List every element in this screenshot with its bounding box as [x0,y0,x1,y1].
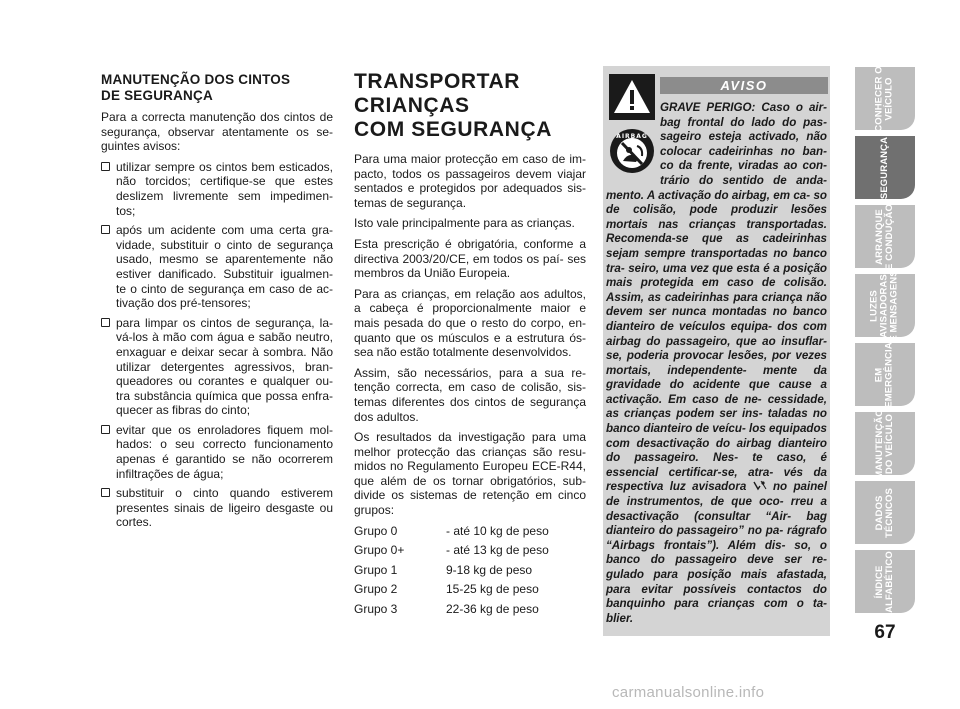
tab-em-emergencia[interactable]: EM EMERGÊNCIA [855,343,915,406]
group-weight: - até 10 kg de peso [446,523,549,538]
checkbox-bullet-icon [101,318,110,327]
section-heading: MANUTENÇÃO DOS CINTOS DE SEGURANÇA [101,72,291,103]
intro-paragraph: Para a correcta manutenção dos cintos de segurança, observar atentamente os se- guintes avisos: [101,110,333,154]
tab-conhecer-veiculo[interactable]: CONHECER O VEÍCULO [855,67,915,130]
group-row [354,524,586,539]
group-row [354,563,586,578]
tab-arranque-conducao[interactable]: ARRANQUE E CONDUÇÃO [855,205,915,268]
paragraph: Isto vale principalmente para as crianças. [354,216,575,231]
warning-text: GRAVE PERIGO: Caso o air- bag frontal do lado do pas- sageiro esteja activado, não colocar cadeirinhas no ban- co da frente, viradas ao con- trário do sentido de anda- mento. A activação do airbag, em ca- so de colisão, pode produzir lesões mortais nas crianças transportadas. Recomenda-se que as cadeirinhas sejam sempre transportadas no banco tra- seiro, uma vez que esta é a posição mais protegida em caso de colisão. Assim, as cadeirinhas para criança não devem ser nunca montadas no banco dianteiro de veículos equipa- dos com airbag do passageiro, que ao insuflar-se, poderia provocar lesões, por vezes mortais, independente- mente da gravidade do acidente que cause a activação. Em caso de ne- cessidade, as crianças podem ser ins- taladas no banco dianteiro de veícu- los equipados com desactivação do airbag dianteiro do passageiro. Nes- te caso, é essencial certificar-se, atra- vés da respectiva luz avisadora no painel de instrumentos, de que oco- rreu a desactivação (consultar “Air- bag dianteiro do passageiro” no pa- rágrafo “Airbags frontais”). Além dis- so, o banco do passageiro deve ser re- gulado para posição mais afastada, para evitar possíveis contactos do banquinho para crianças com o ta- blier. [606,101,827,625]
warning-label: AVISO [660,77,828,94]
airbag-off-warning-light-icon [753,480,767,491]
checkbox-bullet-icon [101,425,110,434]
checkbox-bullet-icon [101,488,110,497]
page-number: 67 [874,622,896,643]
tab-luzes-avisadoras[interactable]: LUZES AVISADORAS E MENSAGENS [855,274,915,337]
paragraph: Os resultados da investigação para uma melhor protecção das crianças são resu- midos no Regulamento Europeu ECE-R44, que além de os tornar obrigatórios, sub- divide os sistemas de retenção em cinco grupos: [354,430,586,518]
paragraph: Assim, são necessários, para a sua re- tenção correcta, em caso de colisão, sis- temas diferentes dos cintos de segurança dos adultos. [354,365,586,424]
page-title: TRANSPORTAR CRIANÇAS COM SEGURANÇA [354,70,552,141]
airbag-symbol-text: AIRBAG [616,133,648,140]
tab-manutencao-veiculo[interactable]: MANUTENÇÃO DO VEÍCULO [855,412,915,475]
maintenance-list [101,160,333,530]
group-name: Grupo 1 [354,562,398,577]
group-row [354,543,586,558]
list-item: substituir o cinto quando estiverem presentes sinais de ligeiro desgaste ou cortes. [101,486,333,530]
tab-dados-tecnicos[interactable]: DADOS TÉCNICOS [855,481,915,544]
tab-indice-alfabetico[interactable]: ÍNDICE ALFABÉTICO [855,550,915,613]
group-weight: 9-18 kg de peso [446,562,533,577]
paragraph: Para uma maior protecção em caso de im- pacto, todos os passageiros devem viajar sentados e protegidos por adequados sis- temas de segurança. [354,152,586,210]
checkbox-bullet-icon [101,162,110,171]
list-item: para limpar os cintos de segurança, la- vá-los à mão com água e sabão neutro, enxaguar e deixar secar à sombra. Não utilizar detergentes agressivos, bran- queadores ou corantes e qualquer ou- tra substância química que possa enfra- quecer as fibras do cinto; [101,316,333,418]
paragraph: Esta prescrição é obrigatória, conforme a directiva 2003/20/CE, em todos os paí- ses membros da União Europeia. [354,236,586,281]
belt-maintenance-section [101,72,333,535]
group-weight: - até 13 kg de peso [446,543,549,558]
list-item: evitar que os enroladores fiquem mol- hados: o seu correcto funcionamento apenas é garantido se não ocorrerem infiltrações de água; [101,423,333,481]
group-name: Grupo 2 [354,582,398,597]
group-name: Grupo 0+ [354,543,405,558]
tab-seguranca[interactable]: SEGURANÇA [855,136,915,199]
checkbox-bullet-icon [101,225,110,234]
group-name: Grupo 0 [354,523,398,538]
group-weight: 22-36 kg de peso [446,602,539,617]
list-item: após um acidente com uma certa gra- vidade, substituir o cinto de segurança usado, mesmo se aparentemente não estiver danificado. Substituir igualmen- te o cinto de segurança em caso de ac- tivação dos pré-tensores; [101,223,333,311]
list-item: utilizar sempre os cintos bem esticados, não torcidos; certifique-se que estes deslizem livremente sem impedimen- tos; [101,160,333,218]
paragraph: Para as crianças, em relação aos adultos, a cabeça é proporcionalmente maior e mais pesada do que o resto do corpo, en- quanto que os músculos e a estrutura ós- sea não estão totalmente desenvolvidos. [354,286,586,360]
group-name: Grupo 3 [354,602,398,617]
group-row [354,582,586,597]
child-safety-section [354,70,586,622]
group-row [354,602,586,617]
group-weight: 15-25 kg de peso [446,582,539,597]
watermark: carmanualsonline.info [612,684,765,701]
